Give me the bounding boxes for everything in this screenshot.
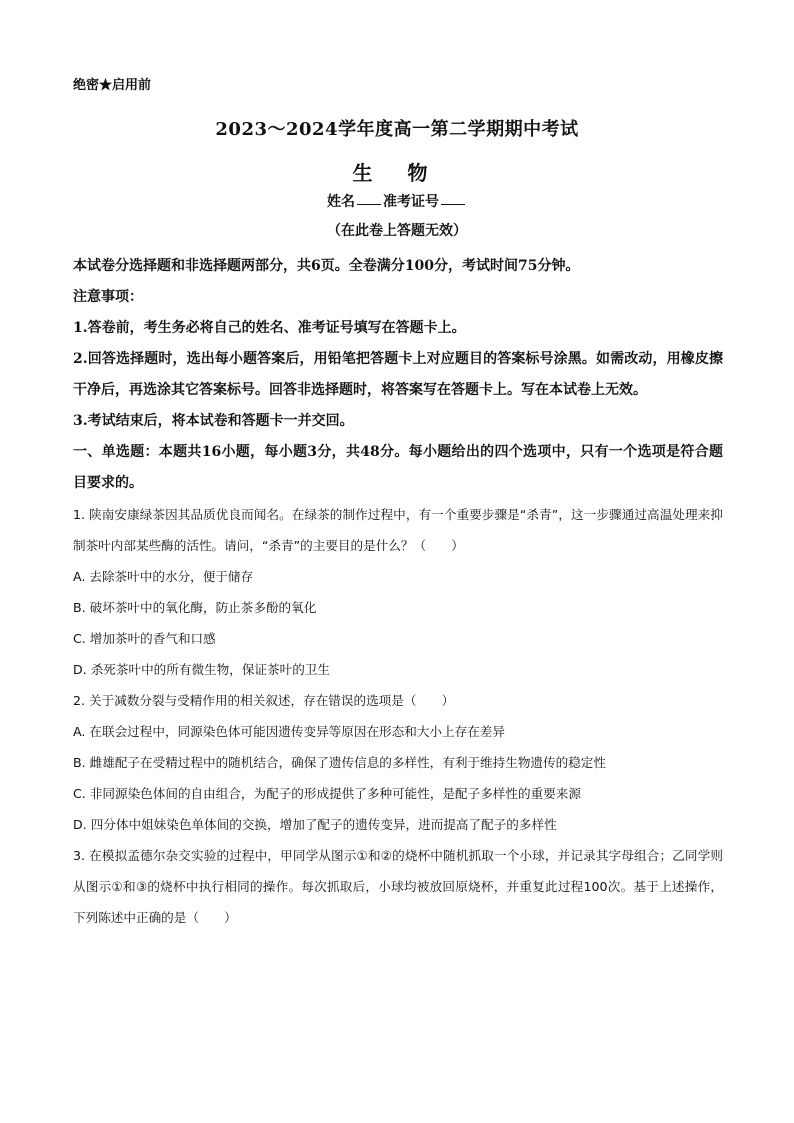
question-option: A. 在联会过程中，同源染色体可能因遗传变异等原因在形态和大小上存在差异	[73, 724, 505, 739]
id-label: 准考证号	[383, 194, 439, 210]
confidential-label: 绝密★启用前	[73, 78, 152, 93]
question-option: B. 破坏茶叶中的氧化酶，防止茶多酚的氧化	[73, 600, 317, 615]
question-option: B. 雌雄配子在受精过程中的随机结合，确保了遗传信息的多样性，有利于维持生物遗传的稳定性	[73, 755, 606, 770]
question-stem: 1. 陕南安康绿茶因其品质优良而闻名。在绿茶的制作过程中，有一个重要步骤是“杀青”，这一步骤通过高温处理来抑制茶叶内部某些酶的活性。请问，“杀青”的主要目的是什么？（ ）	[73, 507, 723, 553]
name-blank	[357, 204, 381, 205]
question-option: C. 增加茶叶的香气和口感	[73, 631, 216, 646]
name-label: 姓名	[327, 194, 355, 210]
notice-item: 2.回答选择题时，选出每小题答案后，用铅笔把答题卡上对应题目的答案标号涂黑。如需改动，用橡皮擦干净后，再选涂其它答案标号。回答非选择题时，将答案写在答题卡上。写在本试卷上无效。	[73, 351, 723, 398]
exam-title: 2023～2024学年度高一第二学期期中考试	[215, 119, 579, 140]
question-option: C. 非同源染色体间的自由组合，为配子的形成提供了多种可能性，是配子多样性的重要来源	[73, 786, 581, 801]
notice-heading: 注意事项：	[73, 289, 143, 305]
exam-body	[73, 251, 723, 933]
question-option: D. 四分体中姐妹染色单体间的交换，增加了配子的遗传变异，进而提高了配子的多样性	[73, 817, 557, 832]
intro-text: 本试卷分选择题和非选择题两部分，共6页。全卷满分100分，考试时间75分钟。	[73, 258, 580, 274]
section-heading: 一、单选题：本题共16小题，每小题3分，共48分。每小题给出的四个选项中，只有一个选项是符合题目要求的。	[73, 444, 723, 491]
notice-item: 3.考试结束后，将本试卷和答题卡一并交回。	[73, 413, 354, 429]
question-option: D. 杀死茶叶中的所有微生物，保证茶叶的卫生	[73, 662, 330, 677]
invalid-note: （在此卷上答题无效）	[327, 223, 467, 239]
subject-title: 生 物	[352, 161, 442, 185]
notice-item: 1.答卷前，考生务必将自己的姓名、准考证号填写在答题卡上。	[73, 320, 466, 336]
question-stem: 2. 关于减数分裂与受精作用的相关叙述，存在错误的选项是（ ）	[73, 693, 455, 708]
question-option: A. 去除茶叶中的水分，便于储存	[73, 569, 254, 584]
name-id-row	[0, 191, 794, 211]
question-stem: 3. 在模拟孟德尔杂交实验的过程中，甲同学从图示①和②的烧杯中随机抓取一个小球，并记录其字母组合；乙同学则从图示①和③的烧杯中执行相同的操作。每次抓取后，小球均被放回原烧杯，并重复此过程100次。基于上述操作，下列陈述中正确的是（ ）	[73, 848, 723, 925]
id-blank	[441, 204, 465, 205]
